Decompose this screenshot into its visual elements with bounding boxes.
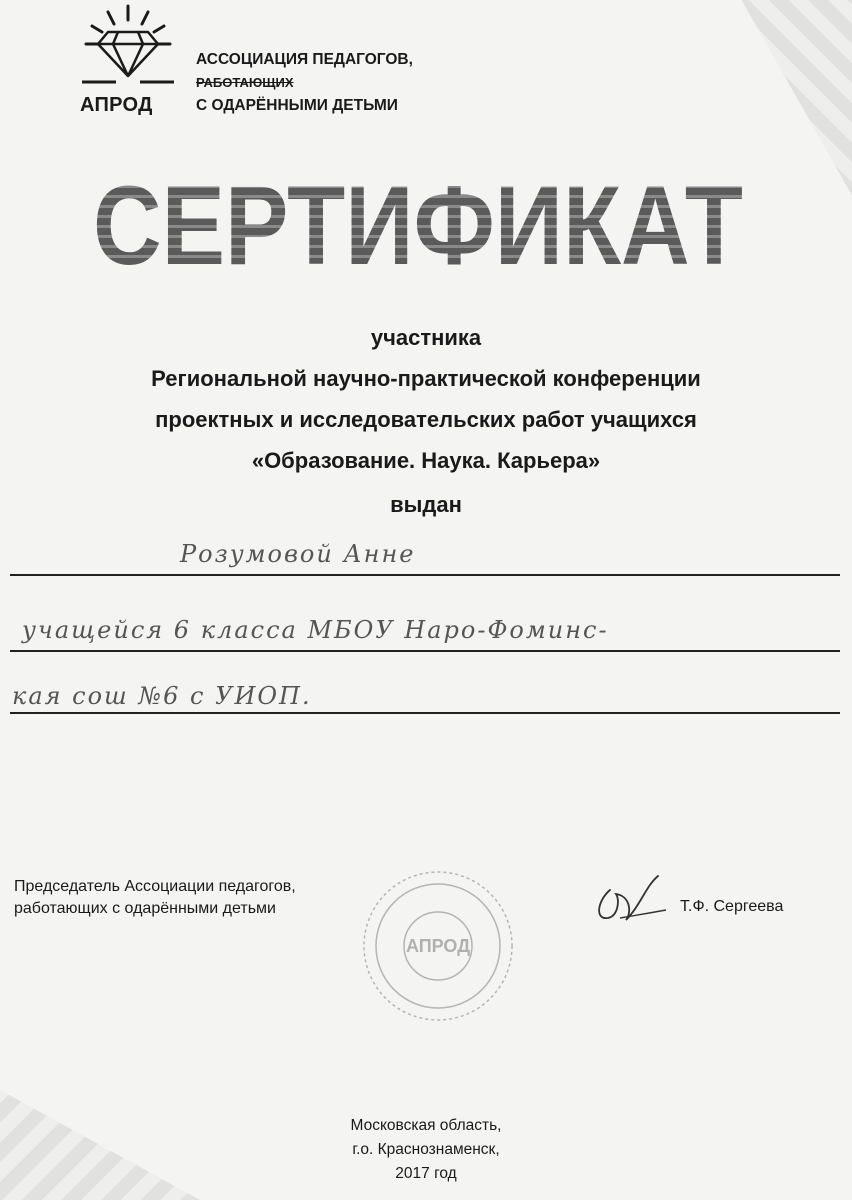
recipient-school: кая сош №6 с УИОП. [12, 682, 312, 710]
footer-line: 2017 год [395, 1165, 457, 1182]
cert-line-conference: Региональной научно-практической конференции [151, 366, 701, 391]
recipient-name: Розумовой Анне [180, 540, 416, 568]
signer-name: Т.Ф. Сергеева [680, 898, 784, 915]
underline [10, 712, 840, 714]
org-line: С ОДАРЁННЫМИ ДЕТЬМИ [196, 97, 398, 114]
cert-line-conference-name: «Образование. Наука. Карьера» [251, 448, 601, 473]
underline [10, 650, 840, 652]
cert-line-participant: участника [370, 325, 482, 350]
position-line: работающих с одарёнными детьми [14, 900, 276, 917]
underline [10, 574, 840, 576]
title-text: СЕРТИФИКАТ [93, 163, 743, 288]
cert-line-issued: выдан [390, 492, 462, 517]
position-line: Председатель Ассоциации педагогов, [14, 878, 296, 895]
footer-line: Московская область, [350, 1117, 502, 1134]
certificate-title [88, 163, 748, 288]
seal-stamp [358, 866, 518, 1026]
recipient-details: учащейся 6 класса МБОУ Наро-Фоминс- [22, 616, 609, 644]
footer-location [0, 1114, 852, 1186]
org-line: АССОЦИАЦИЯ ПЕДАГОГОВ, [196, 51, 413, 68]
signer-position [14, 876, 296, 920]
handwritten-signature [580, 860, 670, 930]
logo-abbreviation: АПРОД [80, 94, 153, 116]
seal-text: АПРОД [405, 936, 471, 956]
organization-name [196, 48, 413, 117]
diamond-logo-icon [78, 2, 178, 94]
cert-line-works: проектных и исследовательских работ учащихся [155, 407, 697, 432]
footer-line: г.о. Краснознаменск, [352, 1141, 500, 1158]
org-line: РАБОТАЮЩИХ [196, 75, 294, 90]
